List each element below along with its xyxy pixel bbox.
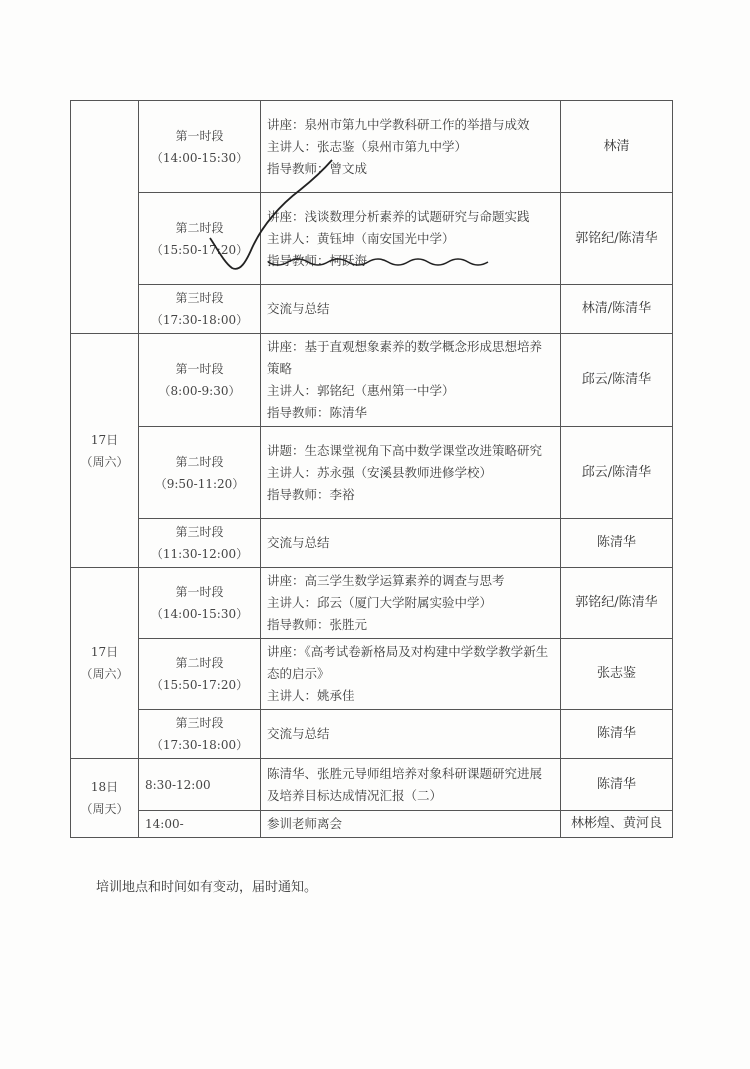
session-speaker: 主讲人：苏永强（安溪县教师进修学校） [267, 464, 493, 480]
session-content-cell [261, 334, 561, 427]
session-topic: 讲座：高三学生数学运算素养的调查与思考 [267, 573, 505, 588]
responsible-cell: 陈清华 [561, 710, 673, 759]
slot-time: （17:30-18:00） [150, 313, 249, 327]
slot-time: （11:30-12:00） [150, 547, 249, 561]
session-content-cell [261, 427, 561, 519]
table-row [71, 334, 673, 427]
session-topic: 交流与总结 [267, 535, 330, 550]
time-slot-cell [139, 285, 261, 334]
date-day: 17日 [90, 645, 119, 659]
slot-time: （15:50-17:20） [150, 242, 249, 257]
responsible-cell: 陈清华 [561, 759, 673, 811]
table-row [71, 759, 673, 811]
slot-name: 第三时段 [175, 716, 224, 730]
date-cell [71, 568, 139, 759]
session-topic: 陈清华、张胜元导师组培养对象科研课题研究进展及培养目标达成情况汇报（二） [267, 765, 543, 803]
date-weekday: （周六） [80, 454, 129, 469]
slot-name: 第二时段 [175, 454, 224, 469]
session-advisor: 指导教师：曾文成 [267, 160, 368, 176]
table-row [71, 519, 673, 568]
session-topic: 讲座：基于直观想象素养的数学概念形成思想培养策略 [267, 339, 543, 376]
time-slot-cell [139, 334, 261, 427]
responsible-cell: 邱云/陈清华 [561, 334, 673, 427]
responsible-cell: 郭铭纪/陈清华 [561, 193, 673, 285]
session-content-cell [261, 519, 561, 568]
table-row [71, 101, 673, 193]
session-topic: 讲座：浅谈数理分析素养的试题研究与命题实践 [267, 208, 530, 224]
table-row [71, 285, 673, 334]
date-day: 17日 [90, 432, 119, 447]
session-speaker: 主讲人：姚承佳 [267, 688, 355, 703]
responsible-cell: 郭铭纪/陈清华 [561, 568, 673, 639]
slot-time: （17:30-18:00） [150, 738, 249, 752]
date-cell-empty [71, 101, 139, 334]
session-topic: 参训老师离会 [267, 816, 343, 831]
session-content-cell [261, 285, 561, 334]
table-row [71, 639, 673, 710]
table-row [71, 568, 673, 639]
time-slot-cell [139, 427, 261, 519]
session-advisor: 指导教师：张胜元 [267, 617, 368, 632]
slot-name: 第三时段 [175, 291, 224, 305]
session-content-cell [261, 193, 561, 285]
session-content-cell [261, 811, 561, 838]
time-slot-cell [139, 101, 261, 193]
session-content-cell [261, 568, 561, 639]
session-speaker: 主讲人：郭铭纪（惠州第一中学） [267, 383, 455, 398]
table-row [71, 193, 673, 285]
slot-name: 第三时段 [175, 525, 224, 539]
responsible-cell: 张志鉴 [561, 639, 673, 710]
session-content-cell [261, 759, 561, 811]
table-row [71, 427, 673, 519]
slot-time: （14:00-15:30） [150, 607, 249, 621]
session-topic: 讲座：《高考试卷新格局及对构建中学数学教学新生态的启示》 [267, 644, 549, 681]
session-speaker: 主讲人：黄钰坤（南安国光中学） [267, 230, 455, 246]
time-slot-cell [139, 519, 261, 568]
date-cell [71, 334, 139, 568]
time-slot-cell [139, 193, 261, 285]
session-content-cell [261, 710, 561, 759]
slot-name: 第一时段 [175, 128, 224, 143]
date-cell [71, 759, 139, 838]
schedule-table [70, 100, 673, 838]
responsible-cell: 林清 [561, 101, 673, 193]
slot-time: （8:00-9:30） [158, 384, 241, 398]
time-slot-cell: 8:30-12:00 [139, 759, 261, 811]
slot-name: 第二时段 [175, 656, 224, 670]
slot-name: 第一时段 [175, 362, 224, 376]
session-topic: 交流与总结 [267, 301, 330, 316]
footer-note: 培训地点和时间如有变动，届时通知。 [96, 880, 318, 895]
time-slot-cell: 14:00- [139, 811, 261, 838]
session-content-cell [261, 101, 561, 193]
session-topic: 讲座：泉州市第九中学教科研工作的举措与成效 [267, 116, 530, 132]
slot-time: （14:00-15:30） [150, 150, 249, 165]
time-slot-cell [139, 639, 261, 710]
slot-name: 第二时段 [175, 220, 224, 235]
responsible-cell: 陈清华 [561, 519, 673, 568]
date-weekday: （周六） [80, 667, 129, 681]
table-row [71, 710, 673, 759]
session-topic: 讲题：生态课堂视角下高中数学课堂改进策略研究 [267, 442, 543, 458]
session-advisor: 指导教师：李裕 [267, 486, 355, 502]
date-day: 18日 [90, 780, 119, 794]
session-advisor: 指导教师：陈清华 [267, 405, 368, 420]
time-slot-cell [139, 710, 261, 759]
session-topic: 交流与总结 [267, 726, 330, 741]
session-speaker: 主讲人：邱云（厦门大学附属实验中学） [267, 595, 493, 610]
responsible-cell: 邱云/陈清华 [561, 427, 673, 519]
session-advisor: 指导教师：柯跃海 [267, 252, 368, 268]
date-weekday: （周天） [80, 802, 129, 816]
slot-time: （9:50-11:20） [154, 476, 245, 491]
slot-time: （15:50-17:20） [150, 678, 249, 692]
session-speaker: 主讲人：张志鉴（泉州市第九中学） [267, 138, 468, 154]
slot-name: 第一时段 [175, 585, 224, 599]
time-slot-cell [139, 568, 261, 639]
responsible-cell: 林彬煌、黄河良 [561, 811, 673, 838]
responsible-cell: 林清/陈清华 [561, 285, 673, 334]
table-row [71, 811, 673, 838]
session-content-cell [261, 639, 561, 710]
